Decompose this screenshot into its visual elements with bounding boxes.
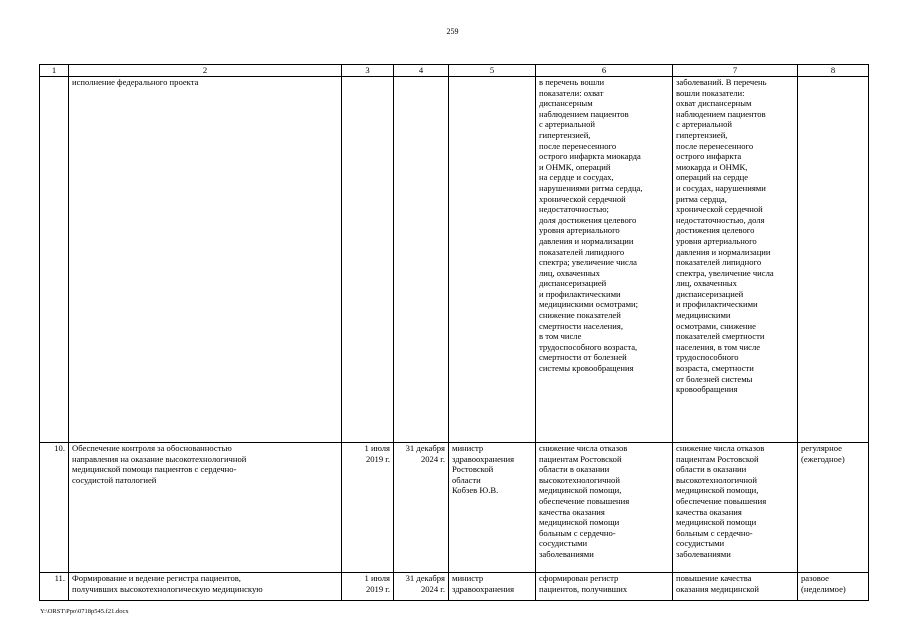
frequency: регулярное (ежегодное) — [798, 443, 869, 573]
row-number: 11. — [40, 573, 69, 601]
expected-result: в перечень вошли показатели: охват диспансерным наблюдением пациентов с артериальной гипертензией, после перенесенного острого инфаркта миокарда и ОНМК, операций на сердце и сосудах, нарушениями ритма сердца, хронической сердечной недостаточностью; доля достижения целевого уровня артериального давления и нормализации показателей липидного спектра; увеличение числа лиц, охваченных диспансеризацией и профилактическими медицинскими осмотрами; снижение показателей смертности населения, в том числе трудоспособного возраста, смертности от болезней системы кровообращения — [536, 77, 673, 443]
table-row — [40, 443, 869, 573]
frequency — [798, 77, 869, 443]
table-row — [40, 573, 869, 601]
row-number — [40, 77, 69, 443]
responsible-person: министр здравоохранения — [449, 573, 536, 601]
activity-name: исполнение федерального проекта — [69, 77, 342, 443]
column-header: 5 — [449, 65, 536, 77]
column-header: 6 — [536, 65, 673, 77]
column-header: 2 — [69, 65, 342, 77]
file-path-footer: Y:\ORST\Ppo\0718p545.f21.docx — [40, 608, 129, 615]
end-date: 31 декабря 2024 г. — [394, 443, 449, 573]
document-table — [39, 64, 869, 601]
table-header-row — [40, 65, 869, 77]
end-date: 31 декабря 2024 г. — [394, 573, 449, 601]
start-date: 1 июля 2019 г. — [342, 573, 394, 601]
column-header: 1 — [40, 65, 69, 77]
end-date — [394, 77, 449, 443]
expected-result: снижение числа отказов пациентам Ростовской области в оказании высокотехнологичной медицинской помощи, обеспечение повышения качества оказания медицинской помощи больным с сердечно- сосудистыми заболеваниями — [536, 443, 673, 573]
start-date: 1 июля 2019 г. — [342, 443, 394, 573]
row-number: 10. — [40, 443, 69, 573]
activity-name: Формирование и ведение регистра пациентов, получивших высокотехнологическую медицинскую — [69, 573, 342, 601]
start-date — [342, 77, 394, 443]
responsible-person — [449, 77, 536, 443]
column-header: 4 — [394, 65, 449, 77]
table-row — [40, 77, 869, 443]
column-header: 3 — [342, 65, 394, 77]
expected-result: сформирован регистр пациентов, получивших — [536, 573, 673, 601]
result-description: повышение качества оказания медицинской — [673, 573, 798, 601]
responsible-person: министр здравоохранения Ростовской области Кобзев Ю.В. — [449, 443, 536, 573]
column-header: 8 — [798, 65, 869, 77]
activity-name: Обеспечение контроля за обоснованностью направления на оказание высокотехнологичной медицинской помощи пациентов с сердечно- сосудистой патологией — [69, 443, 342, 573]
column-header: 7 — [673, 65, 798, 77]
frequency: разовое (неделимое) — [798, 573, 869, 601]
page-number: 259 — [446, 27, 459, 36]
result-description: заболеваний. В перечень вошли показатели: охват диспансерным наблюдением пациентов с артериальной гипертензией, после перенесенного острого инфаркта миокарда и ОНМК, операций на сердце и сосудах, нарушениями ритма сердца, хронической сердечной недостаточностью, доля достижения целевого уровня артериального давления и нормализации показателей липидного спектра, увеличение числа лиц, охваченных диспансеризацией и профилактическими медицинскими осмотрами, снижение показателей смертности населения, в том числе трудоспособного возраста, смертности от болезней системы кровообращения — [673, 77, 798, 443]
result-description: снижение числа отказов пациентам Ростовской области в оказании высокотехнологичной медицинской помощи, обеспечение повышения качества оказания медицинской помощи больным с сердечно- сосудистыми заболеваниями — [673, 443, 798, 573]
